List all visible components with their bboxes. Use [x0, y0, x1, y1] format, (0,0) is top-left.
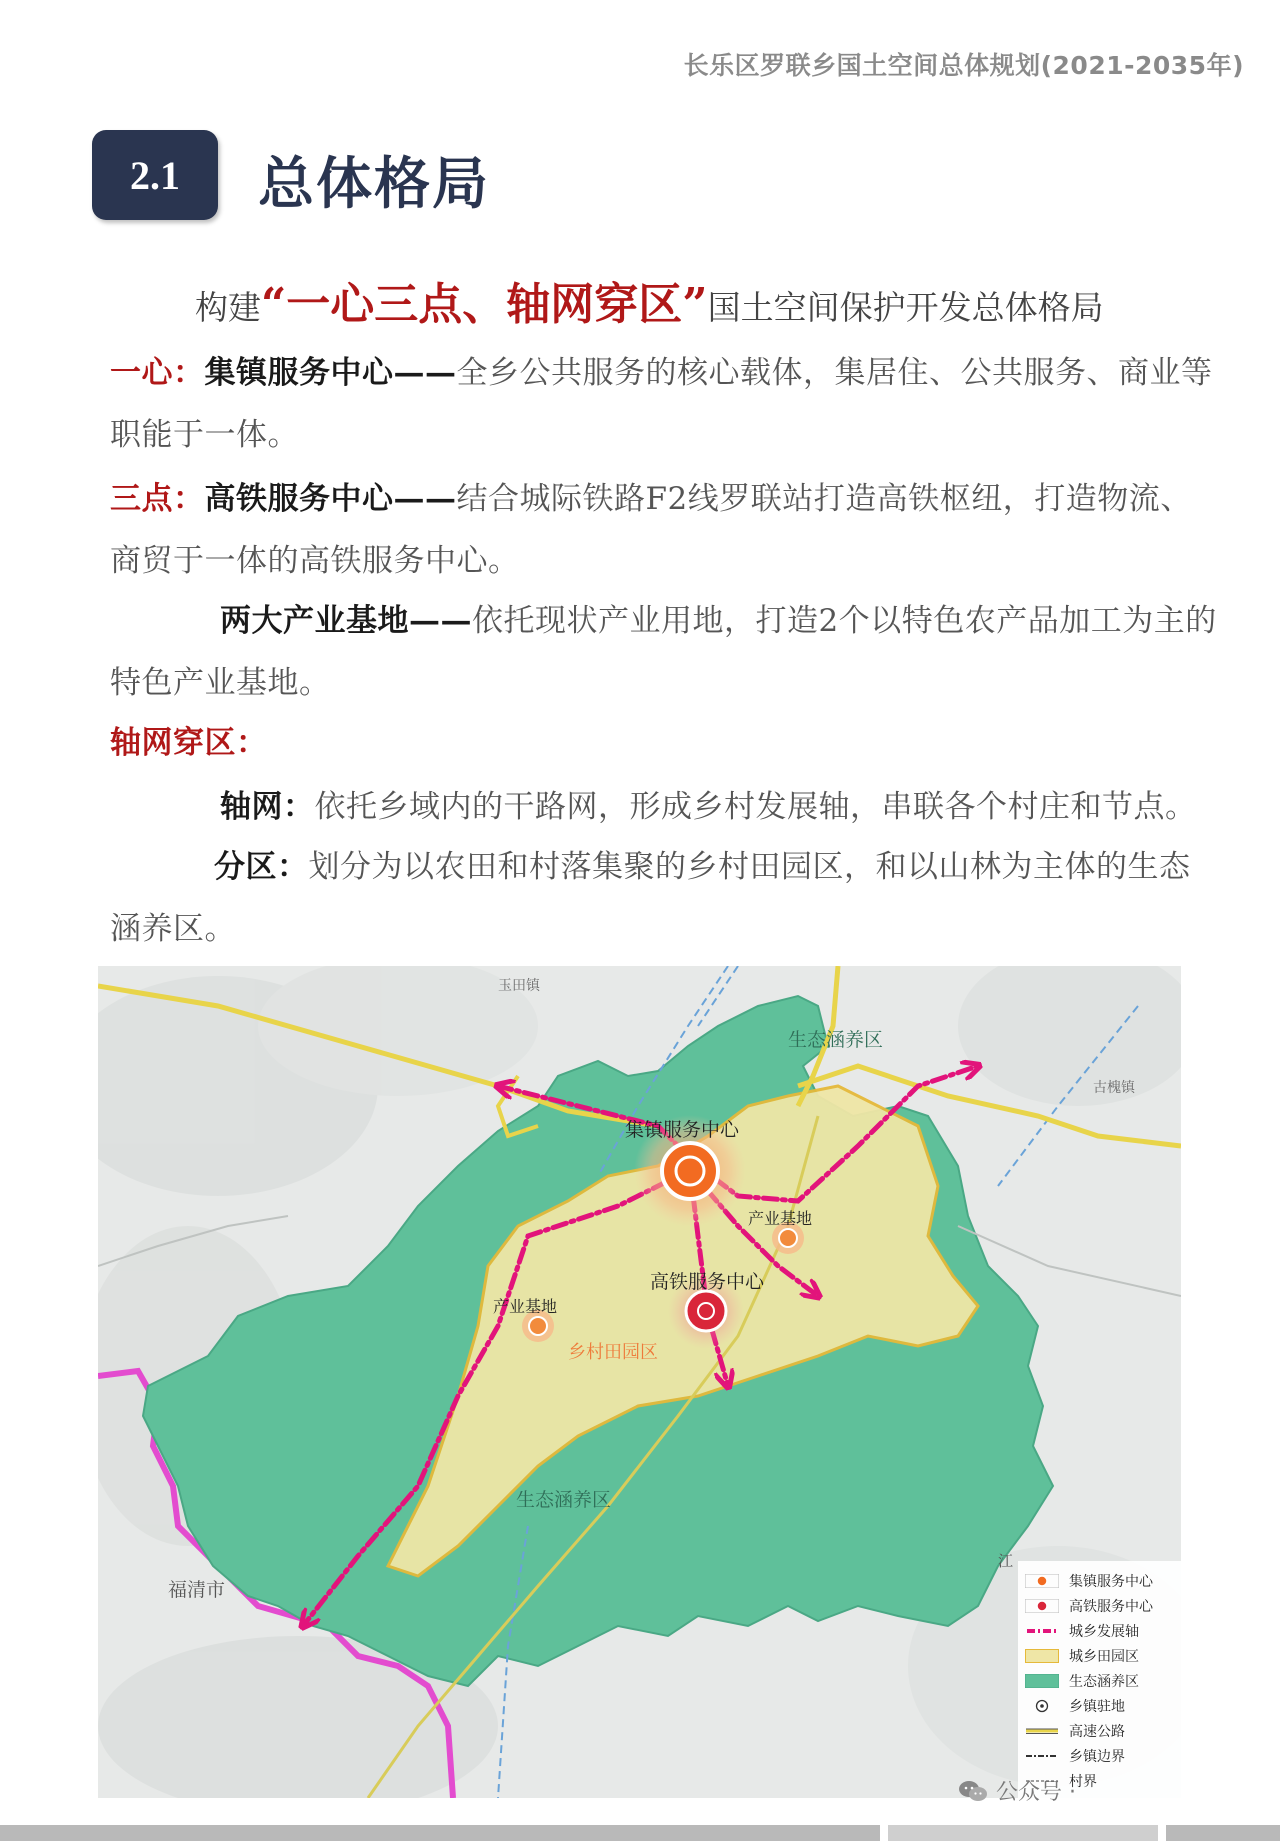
legend-axis-label: 城乡发展轴 — [1069, 1623, 1139, 1640]
label-eco-zone-north: 生态涵养区 — [788, 1029, 884, 1051]
label-yutian-town: 玉田镇 — [498, 978, 540, 994]
legend-rail-center-icon — [1025, 1599, 1059, 1613]
legend-eco-icon — [1025, 1674, 1059, 1688]
legend-rail-center-label: 高铁服务中心 — [1069, 1598, 1153, 1615]
label-zhouwang: 轴网穿区： — [110, 725, 268, 761]
legend-town-center-icon — [1025, 1574, 1059, 1588]
term-zoning: 分区： — [214, 849, 309, 885]
label-fuqing-city: 福清市 — [168, 1579, 226, 1601]
section-number-badge — [92, 130, 218, 220]
legend-row-town-center — [1025, 1568, 1185, 1593]
label-eco-zone-south: 生态涵养区 — [516, 1489, 612, 1511]
section-title: 总体格局 — [258, 151, 490, 217]
legend-highway-icon — [1025, 1724, 1059, 1738]
label-jiang: 江 — [998, 1552, 1014, 1570]
footer-bar-segment-1 — [0, 1825, 880, 1841]
document-header-title: 长乐区罗联乡国土空间总体规划(2021-2035年) — [683, 51, 1244, 80]
text-zoning: 划分为以农田和村落集聚的乡村田园区，和以山林为主体的生态涵养区。 — [110, 849, 1191, 947]
legend-eco-label: 生态涵养区 — [1069, 1673, 1139, 1690]
text-sandian: 结合城际铁路F2线罗联站打造高铁枢纽，打造物流、商贸于一体的高铁服务中心。 — [110, 481, 1192, 579]
legend-row-rail-center — [1025, 1593, 1185, 1618]
legend-township-border-label: 乡镇边界 — [1069, 1748, 1125, 1765]
footer-bar — [0, 1825, 1280, 1841]
paragraph-zhouwang-heading — [110, 712, 1220, 774]
wechat-icon — [958, 1780, 988, 1802]
intro-prefix: 构建 — [195, 288, 261, 327]
text-yixin: 全乡公共服务的核心载体，集居住、公共服务、商业等职能于一体。 — [110, 355, 1213, 453]
label-rural-zone: 乡村田园区 — [568, 1342, 658, 1363]
paragraph-yixin — [110, 342, 1220, 466]
legend-seat-label: 乡镇驻地 — [1069, 1698, 1125, 1715]
label-industry-base-west: 产业基地 — [493, 1297, 558, 1316]
paragraph-industry-base — [110, 590, 1220, 714]
paragraph-sandian — [110, 468, 1220, 592]
text-axis-network: 依托乡域内的干路网，形成乡村发展轴，串联各个村庄和节点。 — [314, 789, 1197, 825]
legend-rural-label: 城乡田园区 — [1069, 1648, 1139, 1665]
label-sandian: 三点： — [110, 481, 205, 517]
intro-line — [195, 268, 1104, 332]
term-industry-base: 两大产业基地—— — [220, 603, 472, 639]
legend-row-seat — [1025, 1693, 1185, 1718]
master-plan-map — [98, 966, 1181, 1798]
rail-center-inner — [698, 1303, 714, 1319]
section-number: 2.1 — [130, 152, 180, 198]
intro-suffix: 国土空间保护开发总体格局 — [707, 288, 1104, 327]
paragraph-zhouwang — [110, 776, 1220, 838]
term-town-center: 集镇服务中心—— — [204, 355, 457, 391]
intro-highlight: “一心三点、轴网穿区” — [261, 279, 708, 330]
legend-village-border-label: 村界 — [1069, 1773, 1097, 1790]
footer-bar-segment-3 — [1166, 1825, 1280, 1841]
term-rail-center: 高铁服务中心—— — [204, 481, 457, 517]
legend-township-border-icon — [1025, 1749, 1059, 1763]
label-yixin: 一心： — [110, 355, 205, 391]
industry-base-west-marker — [529, 1317, 547, 1335]
footer-bar-segment-2 — [888, 1825, 1158, 1841]
legend-town-center-label: 集镇服务中心 — [1069, 1573, 1153, 1590]
legend-axis-icon — [1025, 1624, 1059, 1638]
legend-row-rural — [1025, 1643, 1185, 1668]
legend-row-eco — [1025, 1668, 1185, 1693]
text-industry-base: 依托现状产业用地，打造2个以特色农产品加工为主的特色产业基地。 — [110, 603, 1217, 701]
legend-row-highway — [1025, 1718, 1185, 1743]
legend-seat-icon — [1025, 1699, 1059, 1713]
label-industry-base-east: 产业基地 — [748, 1209, 813, 1228]
watermark-text: 公众号 · — [996, 1780, 1076, 1805]
legend-rural-icon — [1025, 1649, 1059, 1663]
label-rail-center: 高铁服务中心 — [650, 1271, 765, 1293]
legend-highway-label: 高速公路 — [1069, 1723, 1125, 1740]
town-center-inner — [676, 1157, 704, 1185]
label-guhuai-town: 古槐镇 — [1093, 1080, 1135, 1096]
legend-row-township-border — [1025, 1743, 1185, 1768]
wechat-watermark — [958, 1775, 1076, 1806]
industry-base-east-marker — [779, 1229, 797, 1247]
paragraph-fenqu — [110, 836, 1220, 960]
map-legend — [1025, 1568, 1185, 1793]
legend-row-axis — [1025, 1618, 1185, 1643]
label-town-center: 集镇服务中心 — [625, 1119, 740, 1141]
term-axis-network: 轴网： — [220, 789, 315, 825]
